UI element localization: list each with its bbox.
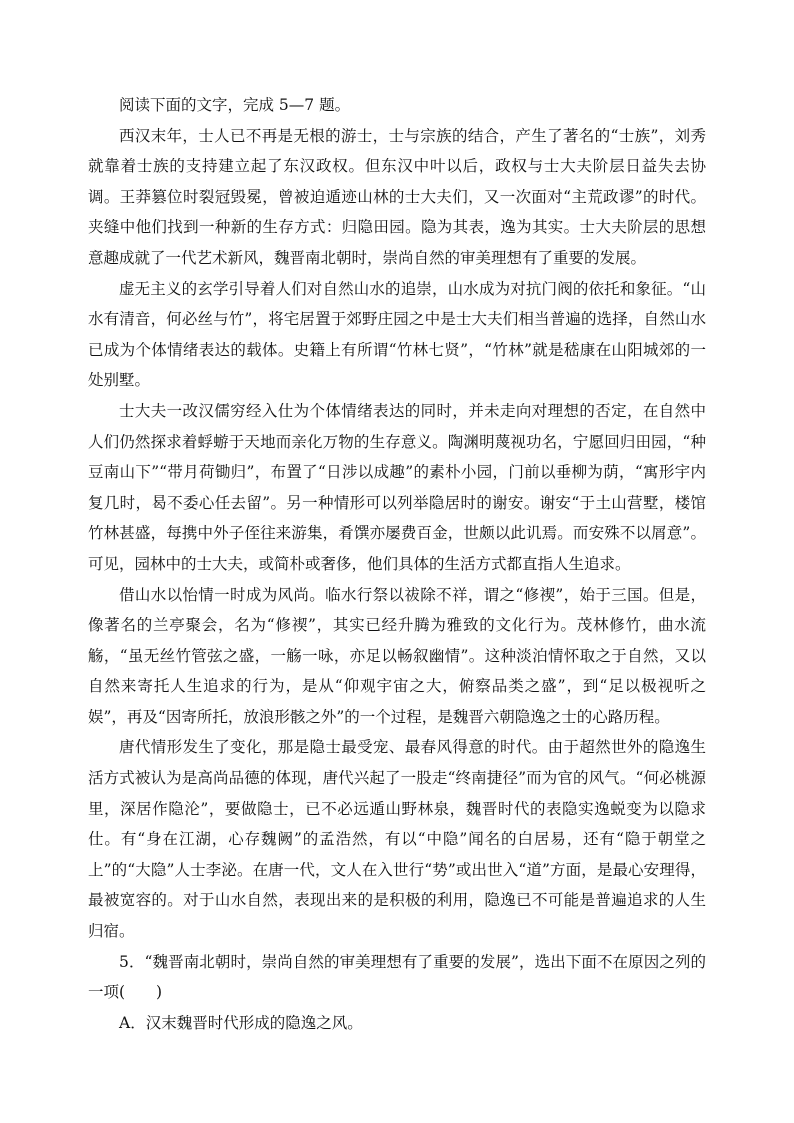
document-page [88, 90, 706, 1038]
paragraph-5: 唐代情形发生了变化，那是隐士最受宠、最春风得意的时代。由于超然世外的隐逸生活方式被认为是高尚品德的体现，唐代兴起了一股走“终南捷径”而为官的风气。“何必桃源里，深居作隐沦”，要做隐士，已不必远遁山野林泉，魏晋时代的表隐实逸蜕变为以隐求仕。有“身在江湖，心存魏阙”的孟浩然，有以“中隐”闻名的白居易，还有“隐于朝堂之上”的“大隐”人士李泌。在唐一代，文人在入世行“势”或出世入“道”方面，是最心安理得，最被宽容的。对于山水自然，表现出来的是积极的利用，隐逸已不可能是普遍追求的人生归宿。 [88, 738, 706, 941]
paragraph-1: 西汉末年，士人已不再是无根的游士，士与宗族的结合，产生了著名的“士族”，刘秀就靠着士族的支持建立起了东汉政权。但东汉中叶以后，政权与士大夫阶层日益失去协调。王莽篡位时裂冠毁冕，曾被迫遁迹山林的士大夫们，又一次面对“主荒政谬”的时代。夹缝中他们找到一种新的生存方式：归隐田园。隐为其表，逸为其实。士大夫阶层的思想意趣成就了一代艺术新风，魏晋南北朝时，崇尚自然的审美理想有了重要的发展。 [88, 126, 706, 267]
paragraph-4: 借山水以怡情一时成为风尚。临水行祭以祓除不祥，谓之“修禊”，始于三国。但是，像著名的兰亭聚会，名为“修禊”，其实已经升腾为雅致的文化行为。茂林修竹，曲水流觞，“虽无丝竹管弦之盛，一觞一咏，亦足以畅叙幽情”。这种淡泊情怀取之于自然，又以自然来寄托人生追求的行为，是从“仰观宇宙之大，俯察品类之盛”，到“足以极视听之娱”，再及“因寄所托，放浪形骸之外”的一个过程，是魏晋六朝隐逸之士的心路历程。 [88, 585, 706, 726]
paragraph-3: 士大夫一改汉儒穷经入仕为个体情绪表达的同时，并未走向对理想的否定，在自然中人们仍然探求着蜉蝣于天地而亲化万物的生存意义。陶渊明蔑视功名，宁愿回归田园，“种豆南山下”“带月荷锄归”，布置了“日涉以成趣”的素朴小园，门前以垂柳为荫，“寓形宇内复几时，曷不委心任去留”。另一种情形可以列举隐居时的谢安。谢安“于土山营墅，楼馆竹林甚盛，每携中外子侄往来游集，肴馔亦屡费百金，世颇以此讥焉。而安殊不以屑意”。可见，园林中的士大夫，或简朴或奢侈，他们具体的生活方式都直指人生追求。 [88, 401, 706, 573]
option-a: A．汉末魏晋时代形成的隐逸之风。 [119, 1013, 363, 1032]
reading-instruction: 阅读下面的文字，完成 5—7 题。 [119, 96, 351, 114]
paragraph-2: 虚无主义的玄学引导着人们对自然山水的追崇，山水成为对抗门阀的依托和象征。“山水有清音，何必丝与竹”，将宅居置于郊野庄园之中是士大夫们相当普遍的选择，自然山水已成为个体情绪表达的载体。史籍上有所谓“竹林七贤”，“竹林”就是嵇康在山阳城郊的一处别墅。 [88, 279, 706, 390]
question-5: 5．“魏晋南北朝时，崇尚自然的审美理想有了重要的发展”，选出下面不在原因之列的一项( ) [88, 952, 706, 1002]
